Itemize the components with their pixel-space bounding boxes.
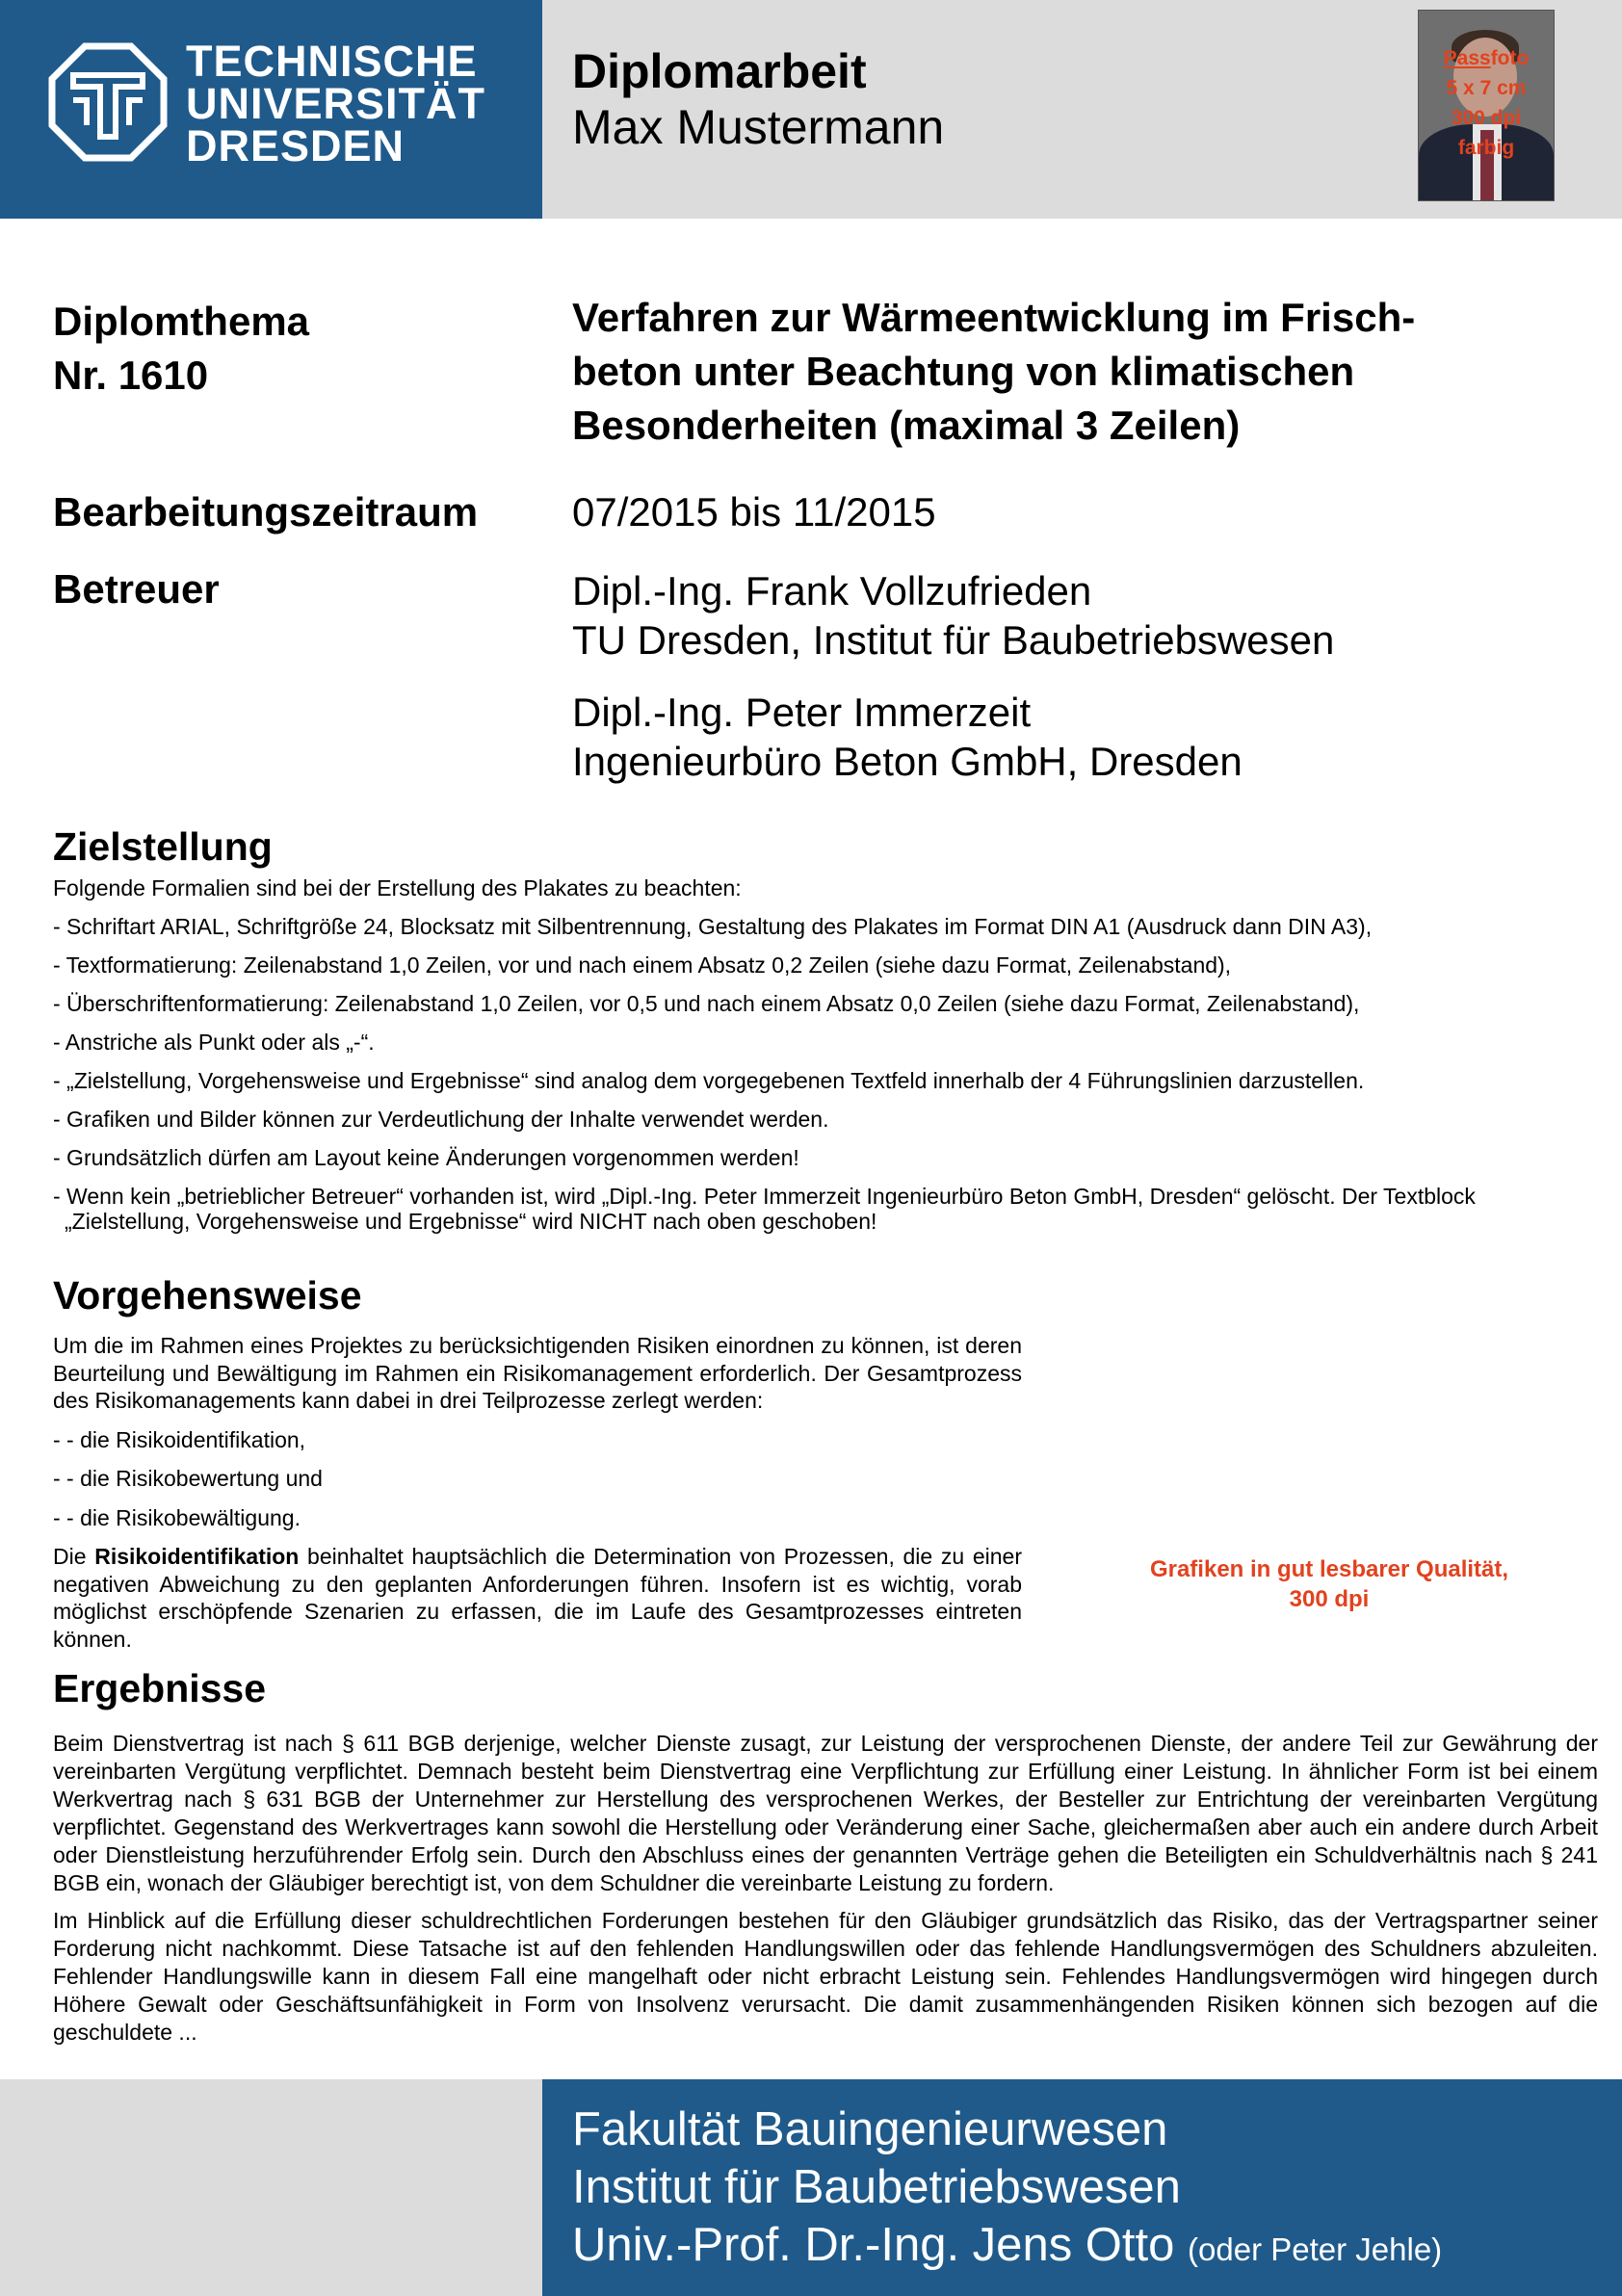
supervisor-1: Dipl.-Ing. Frank Vollzufrieden TU Dresden, Institut für Baubetriebswesen [572, 568, 1335, 663]
thesis-title: Verfahren zur Wärmeentwicklung im Frisch- beton unter Beachtung von klimatischen Besonderheiten (maximal 3 Zeilen) [572, 295, 1416, 448]
footer-institute-panel [542, 2079, 1622, 2296]
supervisor-2: Dipl.-Ing. Peter Immerzeit Ingenieurbüro Beton GmbH, Dresden [572, 690, 1243, 784]
professor-name: Univ.-Prof. Dr.-Ing. Jens Otto (oder Peter Jehle) [572, 2219, 1443, 2271]
author-name: Max Mustermann [572, 100, 945, 154]
photo-requirements-text: Passfoto 5 x 7 cm 300 dpi farbig [1443, 47, 1530, 159]
ergebnisse-text: Beim Dienstvertrag ist nach § 611 BGB derjenige, welcher Dienste zusagt, zur Leistung der versprochenen Dienste, der andere Teil zur Gewährung der vereinbarten Vergütung verpflichtet. Demnach besteht beim Dienstvertrag eine Verpflichtung zur Erfüllung einer Leistung. In ähnlicher Form ist bei einem Werkvertrag nach § 631 BGB der Unternehmer zur Herstellung des versprochenen Werkes, der Besteller zur Entrichtung der vereinbarten Vergütung verpflichtet. Gegenstand des Werkvertrages kann sowohl die Herstellung oder Veränderung einer Sache, gleichermaßen aber auch ein andere durch Arbeit oder Dienstleistung herzuführender Erfolg sein. Durch den Abschluss eines der genannten Verträge gehen die Beteiligten ein Schuldverhältnis nach § 241 BGB ein, wonach der Gläubiger berechtigt ist, von dem Schuldner die vereinbarte Leistung zu fordern. Im Hinblick auf die Erfüllung dieser schuldrechtlichen Forderungen bestehen für den Gläubiger grundsätzlich das Risiko, das der Vertragspartner seiner Forderung nicht nachkommt. Diese Tatsache ist auf den fehlenden Handlungswillen oder das fehlende Handlungsvermögen des Schuldners abzuleiten. Fehlender Handlungswille kann in diesem Fall eine mangelhaft oder nicht erbracht Leistung sein. Fehlendes Handlungsvermögen wird hingegen durch Höhere Gewalt oder Geschäftsunfähigkeit in Form von Insolvenz verursacht. Die damit zusammenhängenden Risiken können sich bezogen auf die geschuldete ... [53, 1731, 1598, 2045]
heading-zielstellung: Zielstellung [53, 824, 273, 869]
zielstellung-text: Folgende Formalien sind bei der Erstellung des Plakates zu beachten: - Schriftart ARIAL, Schriftgröße 24, Blocksatz mit Silbentrennung, Gestaltung des Plakates im Format DIN A1 (Ausdruck dann DIN A3), - Textformatierung: Zeilenabstand 1,0 Zeilen, vor und nach einem Absatz 0,2 Zeilen (siehe dazu Format, Zeilenabstand), - Überschriftenformatierung: Zeilenabstand 1,0 Zeilen, vor 0,5 und nach einem Absatz 0,0 Zeilen (siehe dazu Format, Zeilenabstand), - Anstriche als Punkt oder als „-“. - „Zielstellung, Vorgehensweise und Ergebnisse“ sind analog dem vorgegebenen Textfeld innerhalb der 4 Führungslinien darzustellen. - Grafiken und Bilder können zur Verdeutlichung der Inhalte verwendet werden. - Grundsätzlich dürfen am Layout keine Änderungen vorgenommen werden! - Wenn kein „betrieblicher Betreuer“ vorhanden ist, wird „Dipl.-Ing. Peter Immerzeit Ingenieurbüro Beton GmbH, Dresden“ gelöscht. Der Textblock „Zielstellung, Vorgehensweise und Ergebnisse“ wird NICHT nach oben geschoben! [53, 875, 1476, 1234]
tu-dresden-logo-icon [48, 42, 168, 162]
heading-vorgehensweise: Vorgehensweise [53, 1273, 362, 1318]
institute-name: Institut für Baubetriebswesen [572, 2161, 1181, 2213]
heading-ergebnisse: Ergebnisse [53, 1666, 267, 1710]
graphic-placeholder-note: Grafiken in gut lesbarer Qualität, 300 dpi [1149, 1556, 1509, 1612]
faculty-name: Fakultät Bauingenieurwesen [572, 2103, 1168, 2155]
passport-photo-placeholder [1418, 10, 1555, 201]
period-value: 07/2015 bis 11/2015 [572, 489, 936, 535]
topic-label: Diplomthema Nr. 1610 [53, 299, 310, 398]
period-label: Bearbeitungszeitraum [53, 489, 479, 535]
professor-alternative: (oder Peter Jehle) [1188, 2231, 1443, 2267]
university-name: TECHNISCHE UNIVERSITÄT DRESDEN [186, 37, 486, 170]
supervisor-label: Betreuer [53, 566, 220, 612]
header-logo-panel [0, 0, 542, 219]
document-type: Diplomarbeit [572, 44, 867, 98]
footer-left-panel [0, 2079, 542, 2296]
vorgehensweise-text: Um die im Rahmen eines Projektes zu berücksichtigenden Risiken einordnen zu können, ist deren Beurteilung und Bewältigung im Rahmen ein Risikomanagement erforderlich. Der Gesamtprozess des Risikomanagements kann dabei in drei Teilprozesse zerlegt werden: - - die Risikoidentifikation, - - die Risikobewertung und - - die Risikobewältigung. Die Risikoidentifikation beinhaltet hauptsächlich die Determination von Prozessen, die zu einer negativen Abweichung zu den geplanten Anforderungen führen. Insofern ist es wichtig, vorab möglichst erschöpfende Szenarien zu erfassen, die im Laufe des Gesamtprozesses eintreten können. [53, 1333, 1022, 1652]
